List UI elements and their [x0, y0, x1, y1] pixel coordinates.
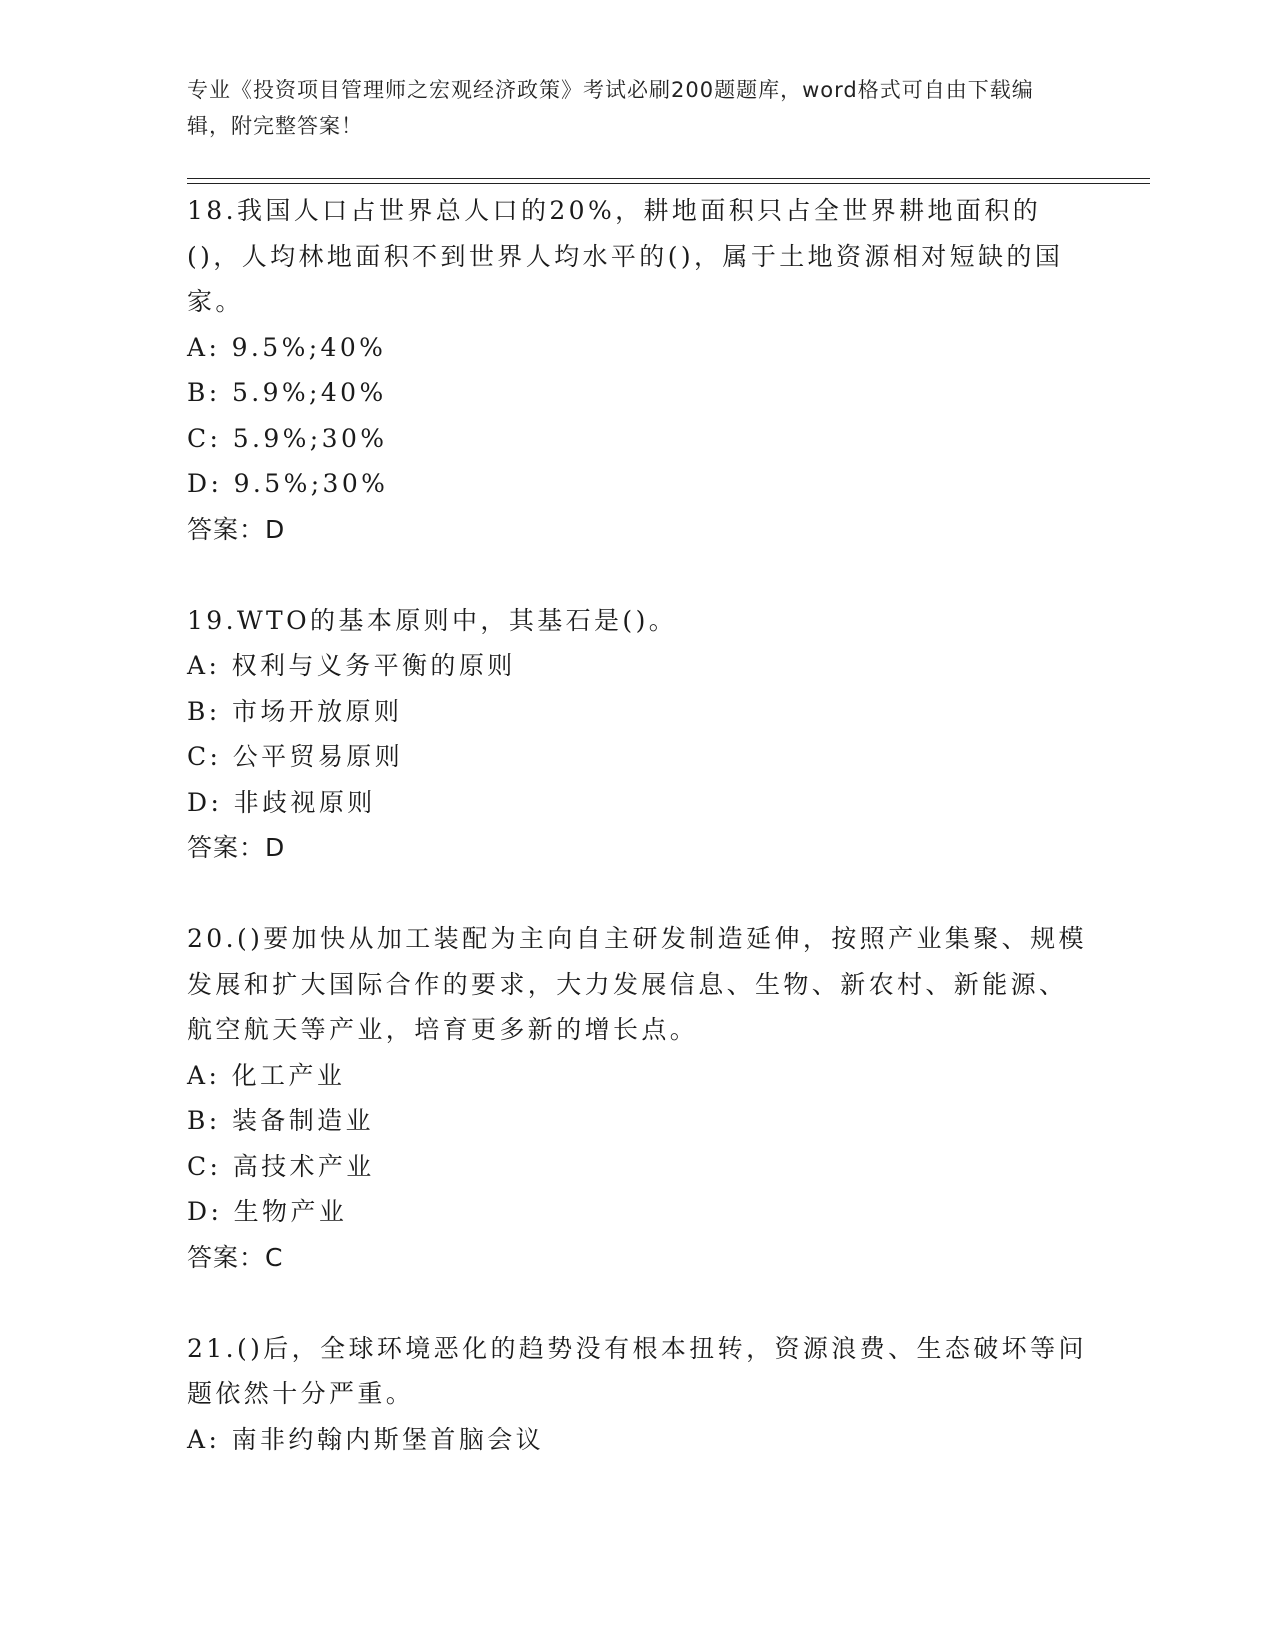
option-b: B: 市场开放原则 [187, 696, 403, 726]
question-text: 19.WTO的基本原则中，其基石是()。 [187, 605, 678, 635]
option-b: B: 装备制造业 [187, 1106, 374, 1135]
question-text: 20.()要加快从加工装配为主向自主研发制造延伸，按照产业集聚、规模发展和扩大国际合作的要求，大力发展信息、生物、新农村、新能源、航空航天等产业，培育更多新的增长点。 [187, 924, 1087, 1044]
option-d: D: 9.5%;30% [187, 469, 389, 498]
answer-label: 答案：C [187, 1242, 284, 1272]
option-b: B: 5.9%;40% [187, 378, 387, 407]
question-18 [187, 188, 1087, 552]
option-a: A: 9.5%;40% [187, 332, 387, 362]
answer-label: 答案：D [187, 833, 286, 862]
question-text: 18.我国人口占世界总人口的20%，耕地面积只占全世界耕地面积的()，人均林地面积不到世界人均水平的()，属于土地资源相对短缺的国家。 [187, 196, 1064, 316]
header-rule-top [187, 178, 1150, 179]
option-d: D: 生物产业 [187, 1197, 348, 1226]
option-a: A: 权利与义务平衡的原则 [187, 651, 516, 680]
question-list [187, 188, 1087, 1462]
option-c: C: 公平贸易原则 [187, 742, 404, 771]
answer-label: 答案：D [187, 514, 286, 544]
question-text: 21.()后，全球环境恶化的趋势没有根本扭转，资源浪费、生态破坏等问题依然十分严重。 [187, 1333, 1087, 1408]
header-rule-bottom [187, 183, 1150, 184]
option-c: C: 高技术产业 [187, 1151, 375, 1181]
option-a: A: 化工产业 [187, 1060, 346, 1090]
option-d: D: 非歧视原则 [187, 787, 376, 817]
question-21 [187, 1326, 1087, 1463]
document-header: 专业《投资项目管理师之宏观经济政策》考试必刷200题题库，word格式可自由下载编辑，附完整答案！ [187, 78, 1034, 138]
question-19 [187, 598, 1087, 871]
option-a: A: 南非约翰内斯堡首脑会议 [187, 1424, 545, 1454]
question-20 [187, 916, 1087, 1280]
option-c: C: 5.9%;30% [187, 423, 388, 453]
